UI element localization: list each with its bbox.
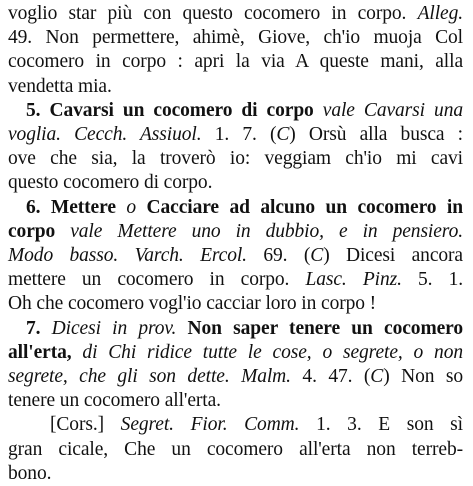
text-segment: o bbox=[126, 196, 137, 218]
text-segment: Oh che cocomero vogl'io cacciar loro in corpo ! bbox=[8, 293, 377, 315]
text-line bbox=[8, 244, 463, 268]
text-segment: 7. bbox=[26, 317, 52, 339]
text-line bbox=[8, 389, 463, 413]
text-segment: voglio star più con questo cocomero in corpo. bbox=[8, 3, 418, 24]
text-segment: cocomero in corpo : apri la via A queste mani, alla bbox=[8, 51, 463, 73]
text-segment: Modo basso. Varch. Ercol. bbox=[8, 245, 247, 267]
dictionary-entry-text bbox=[8, 2, 463, 486]
text-line bbox=[8, 317, 463, 341]
text-line bbox=[8, 196, 463, 220]
text-segment: C bbox=[276, 124, 290, 146]
text-line bbox=[8, 438, 463, 462]
text-line bbox=[8, 99, 463, 123]
text-line bbox=[8, 341, 463, 365]
text-line bbox=[8, 365, 463, 389]
text-line bbox=[8, 75, 463, 99]
text-segment: vale Cavarsi una bbox=[322, 99, 463, 121]
text-line bbox=[8, 292, 463, 316]
text-segment: segrete, che gli son dette. Malm. bbox=[8, 366, 291, 388]
text-line bbox=[8, 2, 463, 26]
text-segment: Dicesi in prov. bbox=[51, 317, 177, 339]
text-segment: Alleg. bbox=[417, 3, 463, 24]
text-segment: Lasc. Pinz. bbox=[305, 269, 402, 291]
text-line bbox=[8, 413, 463, 437]
text-line bbox=[8, 462, 463, 486]
text-segment: [Cors.] bbox=[50, 414, 121, 436]
text-segment: 1. 3. E son sì bbox=[299, 414, 463, 436]
text-segment: 5. Cavarsi un cocomero di corpo bbox=[26, 99, 323, 121]
text-segment: ove che sia, la troverò io: veggiam ch'io mi cavi bbox=[8, 148, 463, 170]
text-segment: Cacciare ad alcuno un cocomero in bbox=[136, 196, 463, 218]
text-segment: 69. ( bbox=[246, 245, 311, 267]
text-segment: 1. 7. ( bbox=[201, 124, 277, 146]
text-segment: ) Dicesi ancora bbox=[323, 245, 463, 267]
text-segment: ) Orsù alla busca : bbox=[289, 124, 463, 146]
text-segment: C bbox=[310, 245, 324, 267]
text-segment: vendetta mia. bbox=[8, 75, 112, 97]
text-segment: Segret. Fior. Comm. bbox=[120, 414, 300, 436]
text-segment: 6. Mettere bbox=[26, 196, 127, 218]
text-line bbox=[8, 220, 463, 244]
text-line bbox=[8, 123, 463, 147]
text-segment: gran cicale, Che un cocomero all'erta non terreb- bbox=[8, 438, 463, 460]
text-line bbox=[8, 171, 463, 195]
text-segment: corpo bbox=[8, 220, 71, 242]
text-segment: 4. 47. ( bbox=[290, 366, 371, 388]
text-segment: ) Non so bbox=[383, 366, 463, 388]
text-line bbox=[8, 50, 463, 74]
text-segment: tenere un cocomero all'erta. bbox=[8, 390, 221, 412]
text-segment: 49. Non permettere, ahimè, Giove, ch'io muoja Col bbox=[8, 27, 463, 49]
text-segment: mettere un cocomero in corpo. bbox=[8, 269, 306, 291]
text-line bbox=[8, 147, 463, 171]
text-segment: bono. bbox=[8, 462, 52, 484]
text-segment: all'erta, bbox=[8, 341, 83, 363]
text-segment: voglia. Cecch. Assiuol. bbox=[8, 124, 202, 146]
text-segment: C bbox=[370, 366, 384, 388]
text-line bbox=[8, 268, 463, 292]
text-segment: Non saper tenere un cocomero bbox=[176, 317, 463, 339]
text-segment: questo cocomero di corpo. bbox=[8, 172, 213, 194]
text-line bbox=[8, 26, 463, 50]
text-segment: di Chi ridice tutte le cose, o segrete, o non bbox=[82, 341, 464, 363]
text-segment: 5. 1. bbox=[401, 269, 463, 291]
text-segment: vale Mettere uno in dubbio, e in pensiero. bbox=[70, 220, 463, 242]
